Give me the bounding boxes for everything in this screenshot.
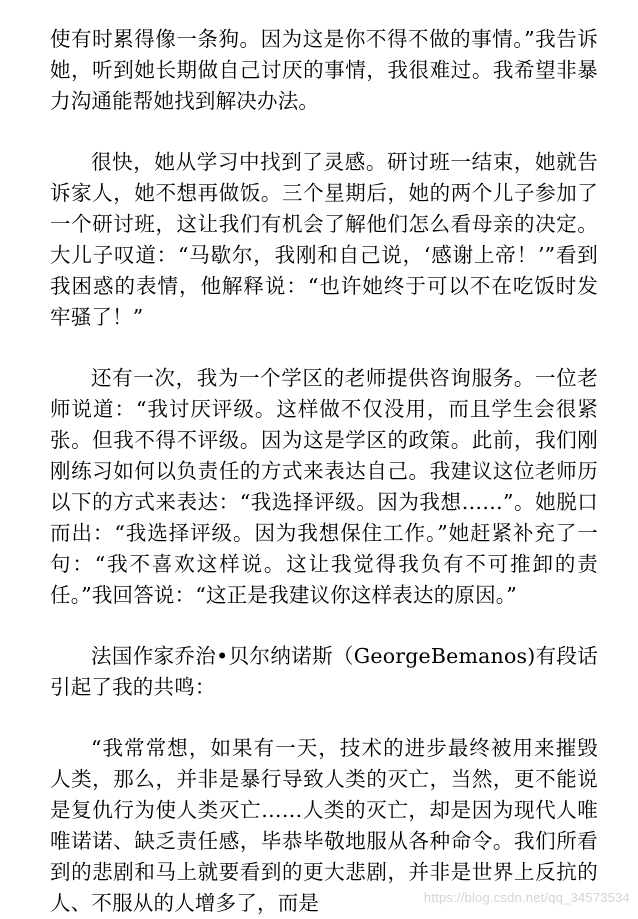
source-watermark: https://blog.csdn.net/qq_34573534 bbox=[423, 890, 630, 905]
paragraph-1: 使有时累得像一条狗。因为这是你不得不做的事情。”我告诉她，听到她长期做自己讨厌的事情，我很难过。我希望非暴力沟通能帮她找到解决办法。 bbox=[50, 27, 598, 113]
paragraph-5: “我常常想，如果有一天，技术的进步最终被用来摧毁人类，那么，并非是暴行导致人类的灭亡，当然，更不能说是复仇行为使人类灭亡……人类的灭亡，却是因为现代人唯唯诺诺、缺乏责任感，毕恭毕敬地服从各种命令。我们所看到的悲剧和马上就要看到的更大悲剧，并非是世界上反抗的人、不服从的人增多了，而是 bbox=[50, 736, 598, 915]
paragraph-4: 法国作家乔治•贝尔纳诺斯（GeorgeBemanos)有段话引起了我的共鸣： bbox=[50, 644, 598, 699]
document-body bbox=[50, 24, 598, 919]
paragraph-2: 很快，她从学习中找到了灵感。研讨班一结束，她就告诉家人，她不想再做饭。三个星期后，她的两个儿子参加了一个研讨班，这让我们有机会了解他们怎么看母亲的决定。大儿子叹道：“马歇尔，我刚和自己说，‘感谢上帝！’”看到我困惑的表情，他解释说：“也许她终于可以不在吃饭时发牢骚了！” bbox=[50, 150, 598, 329]
paragraph-3: 还有一次，我为一个学区的老师提供咨询服务。一位老师说道：“我讨厌评级。这样做不仅没用，而且学生会很紧张。但我不得不评级。因为这是学区的政策。此前，我们刚刚练习如何以负责任的方式来表达自己。我建议这位老师历以下的方式来表达：“我选择评级。因为我想……”。她脱口而出：“我选择评级。因为我想保住工作。”她赶紧补充了一句：“我不喜欢这样说。这让我觉得我负有不可推卸的责任。”我回答说：“这正是我建议你这样表达的原因。” bbox=[50, 366, 598, 607]
